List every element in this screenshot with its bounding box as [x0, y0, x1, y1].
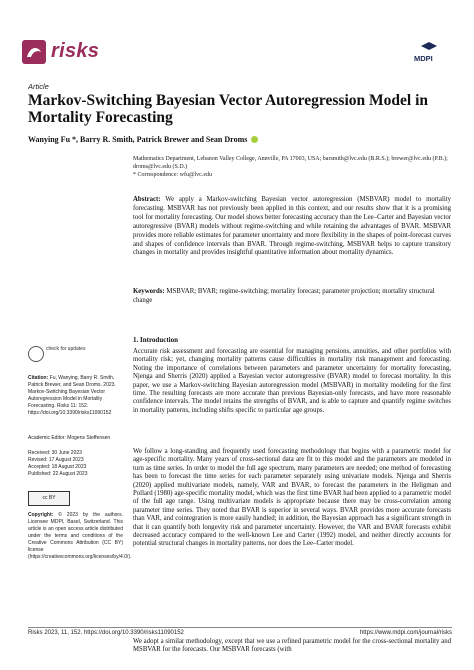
refresh-icon [28, 346, 44, 362]
abstract [133, 196, 451, 258]
copyright-label: Copyright: [28, 512, 54, 518]
section-heading: 1. Introduction [133, 336, 178, 344]
authors-text: Wanying Fu *, Barry R. Smith, Patrick Brewer and Sean Droms [28, 135, 248, 144]
citation-label: Citation: [28, 375, 49, 381]
abstract-text: We apply a Markov-switching Bayesian vector autoregression (MSBVAR) model to mortality forecasting. MSBVAR has not previously been applied in this context, and our results show that it is a promising tool for mortality forecasting. Our model shows better forecasting accuracy than the Lee–Carter and Bayesian vector autoregressive (BVAR) models without regime-switching and while retaining the advantages of BVAR. MSBVAR provides more reliable estimates for parameter uncertainty and more flexibility in the shapes of point-forecast curves and shapes of confidence intervals than BVAR. Through regime-switching, MSBVAR helps to capture transitory changes in mortality and provides insightful quantitative information about mortality dynamics. [133, 196, 452, 257]
paragraph-1: Accurate risk assessment and forecasting are essential for managing pensions, annuities, and other portfolios with mortality risk; yet, changing mortality patterns cause difficulties in mortality risk management and forecasting. Noting the importance of correlations between parameters and parameter uncertainty for mortality forecasting, Njenga and Sherris (2020) applied a Bayesian vector autoregressive (BVAR) model to forecast mortality. In this paper, we use a Markov-switching Bayesian autoregression model (MSBVAR) in mortality modeling for the first time. The resulting forecasts are more accurate than previous Bayesian-only forecasts, and have more reasonable confidence intervals. The model retains the strengths of BVAR, and is able to capture and quantify regime switches in mortality patterns, including shifts specific to particular age groups. [133, 348, 451, 414]
journal-name: risks [51, 40, 100, 62]
copyright-block [28, 512, 132, 561]
keywords [133, 288, 451, 306]
article-title: Markov-Switching Bayesian Vector Autoregression Model in Mortality Forecasting [28, 92, 428, 126]
check-updates-label: check for updates [46, 346, 86, 352]
citation-block [28, 375, 123, 417]
received-date: Received: 30 June 2023 [28, 450, 82, 456]
affiliation-block [133, 155, 453, 179]
publication-dates [28, 450, 123, 478]
correspondence: * Correspondence: wfu@lvc.edu [133, 172, 213, 178]
journal-logo-icon [22, 40, 46, 64]
revised-date: Revised: 17 August 2023 [28, 457, 84, 463]
keywords-text: MSBVAR; BVAR; regime-switching; mortality forecast; parameter projection; mortality structural change [133, 288, 435, 304]
published-date: Published: 22 August 2023 [28, 471, 88, 477]
footer-citation[interactable]: Risks 2023, 11, 152. https://doi.org/10.3390/risks11090152 [28, 630, 184, 636]
orcid-icon[interactable] [251, 136, 258, 143]
citation-text[interactable]: Fu, Wanying, Barry R. Smith, Patrick Brewer, and Sean Droms. 2023. Markov-Switching Bayesian Vector Autoregression Model in Mortality Forecasting. Risks 11: 152. https://doi.org/10.3390/risks11090152 [28, 375, 116, 416]
copyright-text: © 2023 by the authors. Licensee MDPI, Basel, Switzerland. This article is an open access article distributed under the terms and conditions of the Creative Commons Attribution (CC BY) license (https://creativecommons.org/licenses/by/4.0/). [28, 512, 132, 560]
footer-journal-url[interactable]: https://www.mdpi.com/journal/risks [359, 630, 452, 636]
academic-editor: Academic Editor: Mogens Steffensen [28, 435, 111, 441]
author-list [28, 135, 260, 144]
accepted-date: Accepted: 18 August 2023 [28, 464, 87, 470]
affiliation: Mathematics Department, Lebanon Valley College, Annville, PA 17003, USA; barsmith@lvc.edu (B.R.S.); brewer@lvc.edu (P.B.); droms@lvc.edu (S.D.) [133, 156, 448, 170]
keywords-label: Keywords: [133, 288, 165, 295]
license-badge-icon[interactable]: cc BY [28, 491, 70, 506]
publisher-name: MDPI [414, 54, 433, 63]
footer-divider [28, 627, 452, 628]
abstract-label: Abstract: [133, 196, 161, 203]
paragraph-3: We adopt a similar methodology, except that we use a refined parametric model for the cross-sectional mortality and MSBVAR for the forecasts. Our MSBVAR forecasts (with [133, 638, 451, 654]
article-type: Article [28, 82, 49, 91]
paragraph-2: We follow a long-standing and frequently used forecasting methodology that begins with a parametric model for age-specific mortality. Many years of cross-sectional data are fit to this model and the parameters are modeled in turn as time series. In order to model the full age spectrum, many parameters are needed; one method of forecasting has been to forecast the time series for each parameter separately using univariate models. Njenga and Sherris (2020) applied multivariate models, namely, VAR and BVAR, to forecast the parameters in the Heligman and Pollard (1980) age-specific mortality model, which was the first time BVAR had been applied to a parametric model of the full age range. Using multivariate models is appropriate because there may be cross-correlation among parameter time series. They noted that BVAR is superior in several ways. BVAR provides more accurate forecasts than VAR, and cointegration is more easily handled; in addition, the Bayesian approach has a significant strength in that it can quantify both longevity risk and parameter uncertainty. However, the VAR and BVAR forecasts exhibit decreased accuracy compared to the well-known Lee and Carter (1992) model, and neither directly accounts for potential structural changes in mortality patterns, nor does the Lee–Carter model. [133, 448, 451, 548]
